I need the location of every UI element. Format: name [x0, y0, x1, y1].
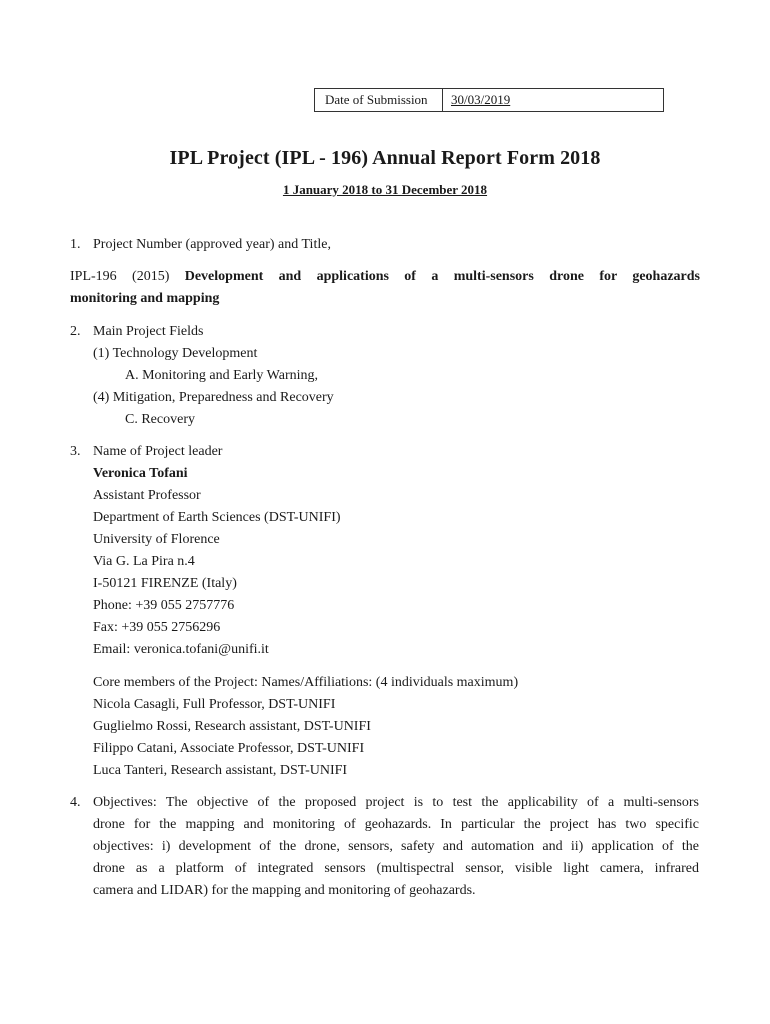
leader-address: Via G. La Pira n.4	[93, 554, 195, 569]
report-title: IPL Project (IPL - 196) Annual Report Form 2018	[169, 147, 601, 169]
core-member: Guglielmo Rossi, Research assistant, DST-UNIFI	[93, 719, 371, 734]
section-3-number: 3.	[70, 444, 81, 459]
objectives-line: camera and LIDAR) for the mapping and monitoring of geohazards.	[93, 883, 476, 898]
leader-position: Assistant Professor	[93, 488, 201, 503]
report-period: 1 January 2018 to 31 December 2018	[282, 182, 488, 197]
project-title-line-2: monitoring and mapping	[70, 291, 220, 306]
field-item: (4) Mitigation, Preparedness and Recovery	[93, 390, 334, 405]
core-member: Luca Tanteri, Research assistant, DST-UNIFI	[93, 763, 348, 778]
section-1-number: 1.	[70, 237, 81, 252]
section-2-number: 2.	[70, 324, 81, 339]
objectives-line: objectives: i) development of the drone, sensors, safety and automation and ii) application of the	[93, 839, 699, 854]
leader-email: Email: veronica.tofani@unifi.it	[93, 642, 269, 657]
submission-date-label: Date of Submission	[315, 89, 443, 111]
section-2-heading: Main Project Fields	[93, 324, 204, 339]
core-member: Filippo Catani, Associate Professor, DST-UNIFI	[93, 741, 365, 756]
project-title-text: Development and applications of a multi-sensors drone for geohazards	[184, 269, 700, 284]
section-1-heading: Project Number (approved year) and Title,	[93, 237, 331, 252]
leader-city: I-50121 FIRENZE (Italy)	[93, 576, 237, 591]
leader-department: Department of Earth Sciences (DST-UNIFI)	[93, 510, 341, 525]
core-member: Nicola Casagli, Full Professor, DST-UNIFI	[93, 697, 336, 712]
section-4-number: 4.	[70, 795, 81, 810]
leader-university: University of Florence	[93, 532, 220, 547]
leader-name: Veronica Tofani	[93, 466, 188, 481]
objectives-line: drone for the mapping and monitoring of geohazards. In particular the project has two specific	[93, 817, 699, 832]
field-subitem: C. Recovery	[125, 412, 195, 427]
section-3-heading: Name of Project leader	[93, 444, 223, 459]
project-title-line-1	[70, 266, 700, 288]
objectives-line: Objectives: The objective of the proposed project is to test the applicability of a multi-sensors	[93, 795, 699, 810]
submission-date-value: 30/03/2019	[451, 92, 511, 107]
submission-date-box	[314, 88, 664, 112]
field-item: (1) Technology Development	[93, 346, 258, 361]
leader-phone: Phone: +39 055 2757776	[93, 598, 235, 613]
field-subitem: A. Monitoring and Early Warning,	[125, 368, 319, 383]
project-code: IPL-196 (2015)	[70, 269, 170, 284]
objectives-line: drone as a platform of integrated sensors (multispectral sensor, visible light camera, infrared	[93, 861, 699, 876]
leader-fax: Fax: +39 055 2756296	[93, 620, 221, 635]
core-members-heading: Core members of the Project: Names/Affiliations: (4 individuals maximum)	[93, 675, 519, 690]
